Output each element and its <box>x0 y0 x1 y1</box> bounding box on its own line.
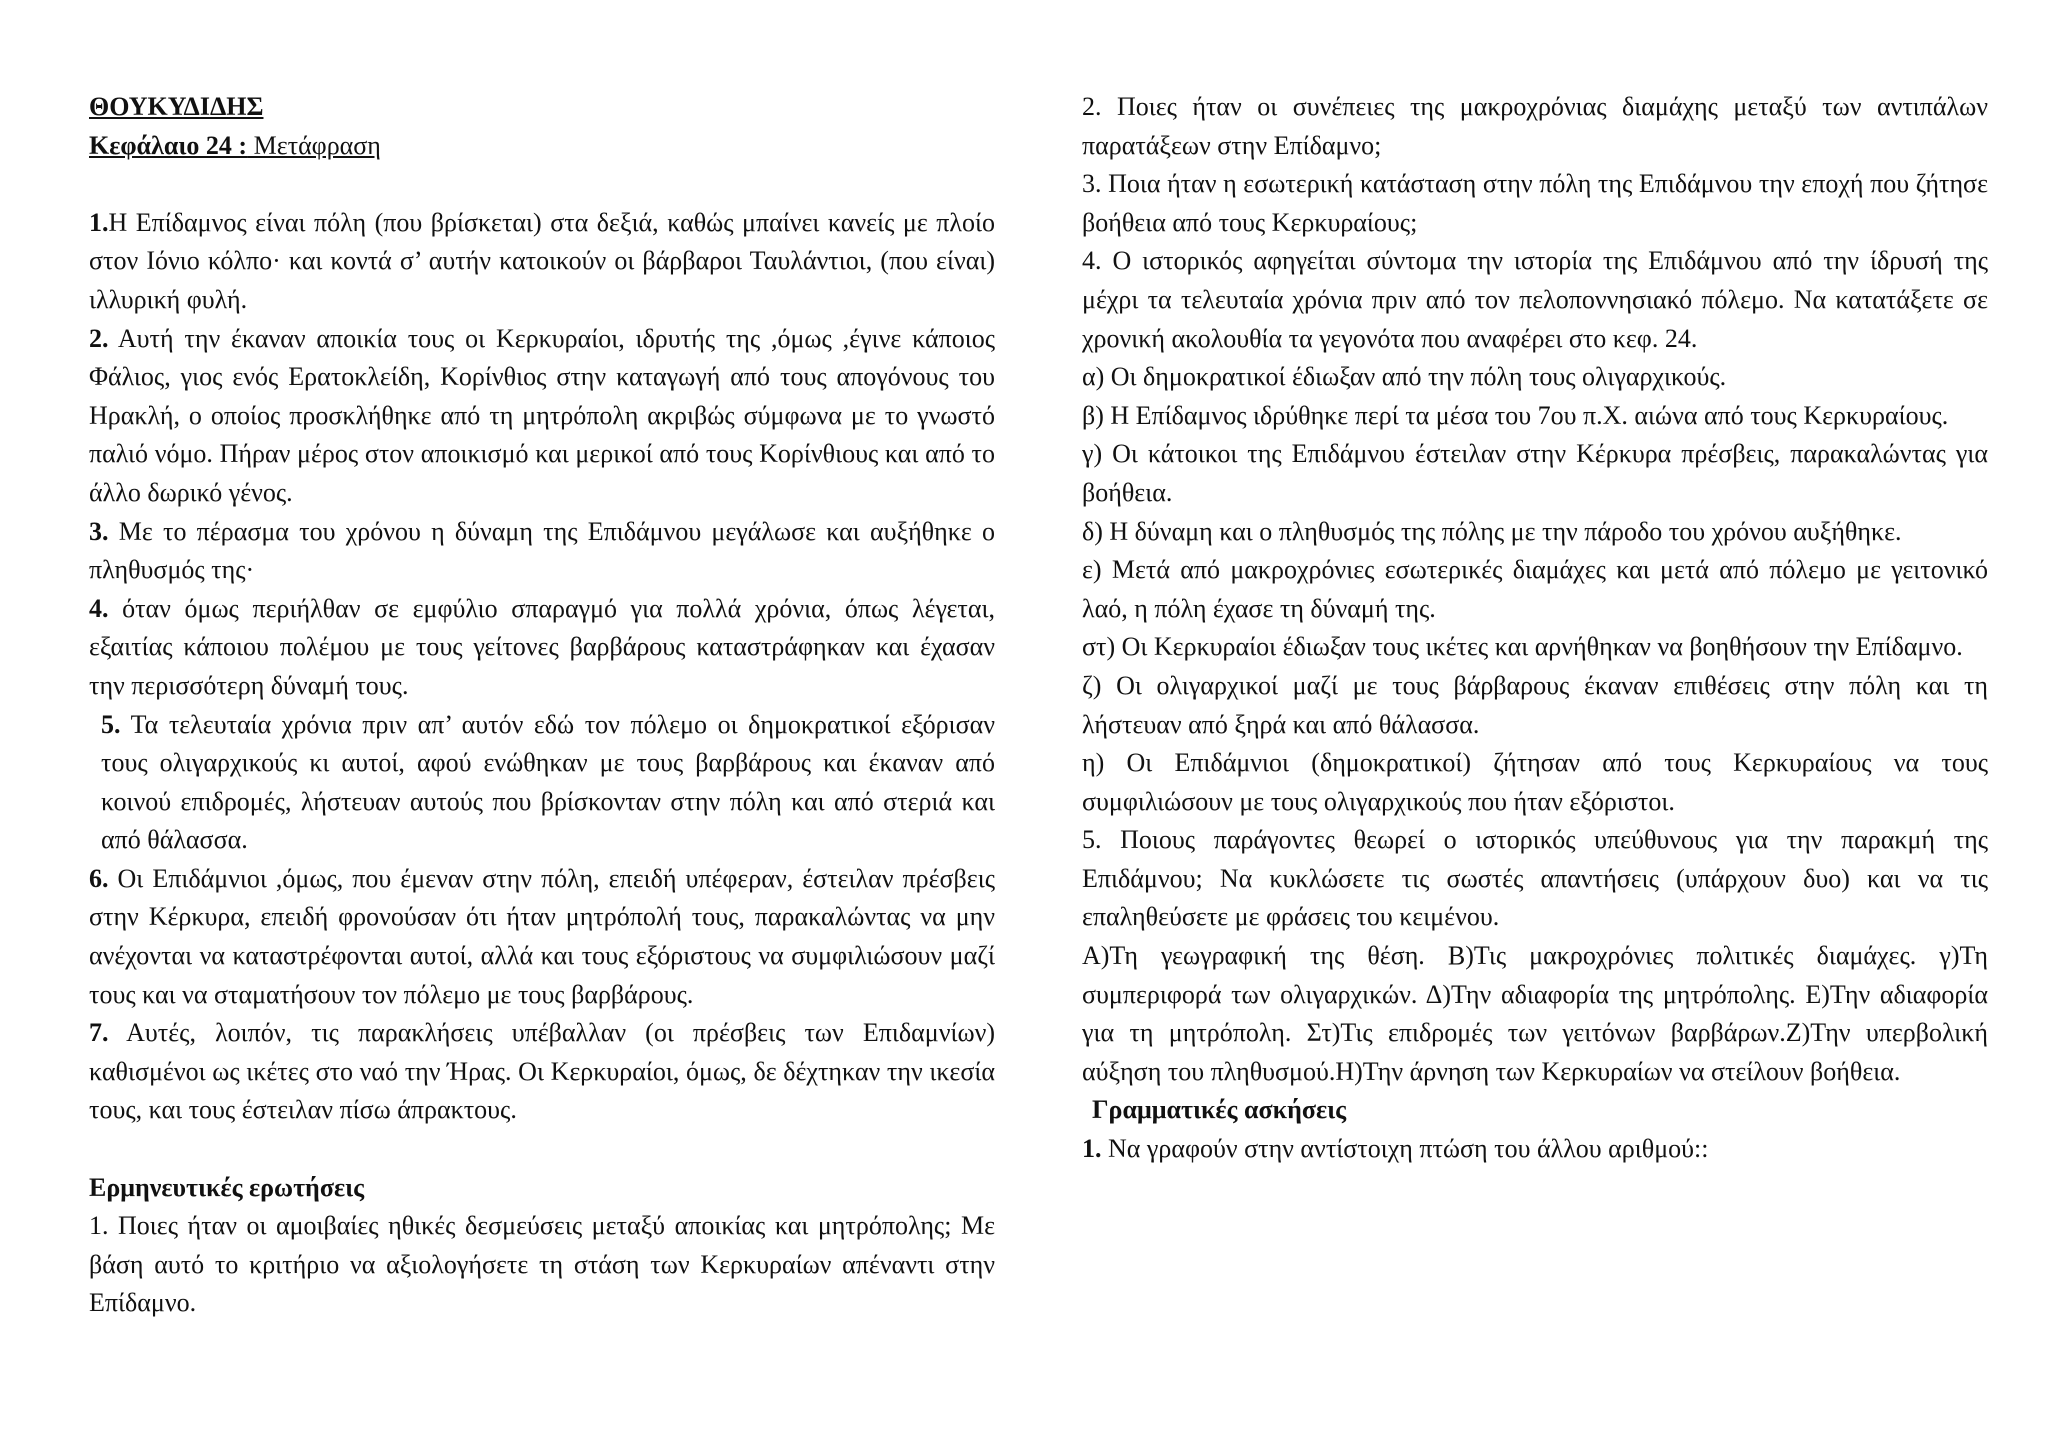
paragraph-5 <box>89 706 995 860</box>
event-item-c: γ) Οι κάτοικοι της Επιδάμνου έστειλαν στην Κέρκυρα πρέσβεις, παρακαλώντας για βοήθεια. <box>1082 439 1988 507</box>
paragraph-number: 7. <box>89 1018 109 1048</box>
paragraph-1 <box>89 204 995 320</box>
paragraph-7 <box>89 1014 995 1130</box>
paragraph-3 <box>89 513 995 590</box>
paragraph-text: Αυτές, λοιπόν, τις παρακλήσεις υπέβαλλαν (οι πρέσβεις των Επιδαμνίων) καθισμένοι ως ικέτες στο ναό την Ήρας. Οι Κερκυραίοι, όμως, δε δέχτηκαν την ικεσία τους, και τους έστειλαν πίσω άπρακτους. <box>89 1018 995 1125</box>
exercise-text: Να γραφούν στην αντίστοιχη πτώση του άλλου αριθμού:: <box>1101 1134 1709 1164</box>
paragraph-text: Οι Επιδάμνιοι ,όμως, που έμεναν στην πόλη, επειδή υπέφεραν, έστειλαν πρέσβεις στην Κέρκυρα, επειδή φρονούσαν ότι ήταν μητρόπολή τους, παρακαλώντας να μην ανέχονται να καταστρέφονται αυτοί, αλλά και τους εξόριστους να συμφιλιώσουν μαζί τους και να σταματήσουν τον πόλεμο με τους βαρβάρους. <box>89 863 995 1009</box>
spacer <box>89 1130 995 1169</box>
exercise-number: 1. <box>1082 1134 1102 1164</box>
event-item-a: α) Οι δημοκρατικοί έδιωξαν από την πόλη τους ολιγαρχικούς. <box>1082 362 1727 392</box>
paragraph-number: 2. <box>89 323 109 353</box>
paragraph-2 <box>89 320 995 513</box>
paragraph-number: 6. <box>89 863 109 893</box>
paragraph-number: 3. <box>89 516 109 546</box>
paragraph-number: 1. <box>89 207 109 237</box>
paragraph-4 <box>89 590 995 706</box>
paragraph-text: όταν όμως περιήλθαν σε εμφύλιο σπαραγμό για πολλά χρόνια, όπως λέγεται, εξαιτίας κάποιου πολέμου με τους γείτονες βαρβάρους καταστράφηκαν και έχασαν την περισσότερη δύναμή τους. <box>89 593 995 700</box>
event-item-st: στ) Οι Κερκυραίοι έδιωξαν τους ικέτες και αρνήθηκαν να βοηθήσουν την Επίδαμνο. <box>1082 632 1963 662</box>
event-item-d: δ) Η δύναμη και ο πληθυσμός της πόλης με την πάροδο του χρόνου αυξήθηκε. <box>1082 516 1902 546</box>
question-2: 2. Ποιες ήταν οι συνέπειες της μακροχρόνιας διαμάχης μεταξύ των αντιπάλων παρατάξεων στην Επίδαμνο; <box>1082 92 1988 160</box>
paragraph-text: Τα τελευταία χρόνια πριν απ’ αυτόν εδώ τον πόλεμο οι δημοκρατικοί εξόρισαν τους ολιγαρχικούς κι αυτοί, αφού ενώθηκαν με τους βαρβάρους και έκαναν από κοινού επιδρομές, λήστευαν αυτούς που βρίσκονταν στην πόλη και από στεριά και από θάλασσα. <box>101 709 995 855</box>
document-title: ΘΟΥΚΥΔΙΔΗΣ <box>89 92 264 121</box>
paragraph-text: Η Επίδαμνος είναι πόλη (που βρίσκεται) στα δεξιά, καθώς μπαίνει κανείς με πλοίο στον Ιόνιο κόλπο· και κοντά σ’ αυτήν κατοικούν οι βάρβαροι Ταυλάντιοι, (που είναι) ιλλυρική φυλή. <box>89 207 995 314</box>
event-item-h: η) Οι Επιδάμνιοι (δημοκρατικοί) ζήτησαν από τους Κερκυραίους να τους συμφιλιώσουν με τους ολιγαρχικούς που ήταν εξόριστοι. <box>1082 748 1988 816</box>
question-5: 5. Ποιους παράγοντες θεωρεί ο ιστορικός υπεύθυνους για την παρακμή της Επιδάμνου; Να κυκλώσετε τις σωστές απαντήσεις (υπάρχουν δυο) και να τις επαληθεύσετε με φράσεις του κειμένου. <box>1082 825 1988 932</box>
grammar-heading: Γραμματικές ασκήσεις <box>1092 1095 1347 1125</box>
event-item-e: ε) Μετά από μακροχρόνιες εσωτερικές διαμάχες και μετά από πόλεμο με γειτονικό λαό, η πόλη έχασε τη δύναμή της. <box>1082 555 1988 623</box>
chapter-heading <box>89 127 995 166</box>
paragraph-6 <box>89 860 995 1014</box>
event-item-b: β) Η Επίδαμνος ιδρύθηκε περί τα μέσα του 7ου π.Χ. αιώνα από τους Κερκυραίους. <box>1082 400 1949 430</box>
answer-options: Α)Τη γεωγραφική της θέση. Β)Τις μακροχρόνιες πολιτικές διαμάχες. γ)Τη συμπεριφορά των ολιγαρχικών. Δ)Την αδιαφορία της μητρόπολης. Ε)Την αδιαφορία για τη μητρόπολη. Στ)Τις επιδρομές των γειτόνων βαρβάρων.Ζ)Την υπερβολική αύξηση του πληθυσμού.Η)Την άρνηση των Κερκυραίων να στείλουν βοήθεια. <box>1082 941 1988 1086</box>
question-3: 3. Ποια ήταν η εσωτερική κατάσταση στην πόλη της Επιδάμνου την εποχή που ζήτησε βοήθεια από τους Κερκυραίους; <box>1082 169 1988 237</box>
paragraph-number: 5. <box>101 709 121 739</box>
left-column <box>89 88 995 1323</box>
question-4: 4. Ο ιστορικός αφηγείται σύντομα την ιστορία της Επιδάμνου από την ίδρυσή της μέχρι τα τελευταία χρόνια πριν από τον πελοποννησιακό πόλεμο. Να κατατάξετε σε χρονική ακολουθία τα γεγονότα που αναφέρει στο κεφ. 24. <box>1082 246 1988 353</box>
paragraph-text: Αυτή την έκαναν αποικία τους οι Κερκυραίοι, ιδρυτής της ,όμως ,έγινε κάποιος Φάλιος, γιος ενός Ερατοκλείδη, Κορίνθιος στην καταγωγή από τους απογόνους του Ηρακλή, ο οποίος προσκλήθηκε από τη μητρόπολη ακριβώς σύμφωνα με το γνωστό παλιό νόμο. Πήραν μέρος στον αποικισμό και μερικοί από τους Κορίνθιους και από το άλλο δωρικό γένος. <box>89 323 995 507</box>
grammar-exercise-1 <box>1082 1130 1988 1169</box>
chapter-subtitle: Μετάφραση <box>247 130 381 160</box>
paragraph-number: 4. <box>89 593 109 623</box>
paragraph-text: Με το πέρασμα του χρόνου η δύναμη της Επιδάμνου μεγάλωσε και αυξήθηκε ο πληθυσμός της· <box>89 516 995 585</box>
questions-heading: Ερμηνευτικές ερωτήσεις <box>89 1172 365 1202</box>
event-item-z: ζ) Οι ολιγαρχικοί μαζί με τους βάρβαρους έκαναν επιθέσεις στην πόλη και τη λήστευαν από ξηρά και από θάλασσα. <box>1082 670 1988 739</box>
spacer <box>89 165 995 204</box>
chapter-label: Κεφάλαιο 24 : <box>89 130 248 160</box>
right-column <box>1082 88 1988 1169</box>
question-1: 1. Ποιες ήταν οι αμοιβαίες ηθικές δεσμεύσεις μεταξύ αποικίας και μητρόπολης; Με βάση αυτό το κριτήριο να αξιολογήσετε τη στάση των Κερκυραίων απέναντι στην Επίδαμνο. <box>89 1211 995 1318</box>
